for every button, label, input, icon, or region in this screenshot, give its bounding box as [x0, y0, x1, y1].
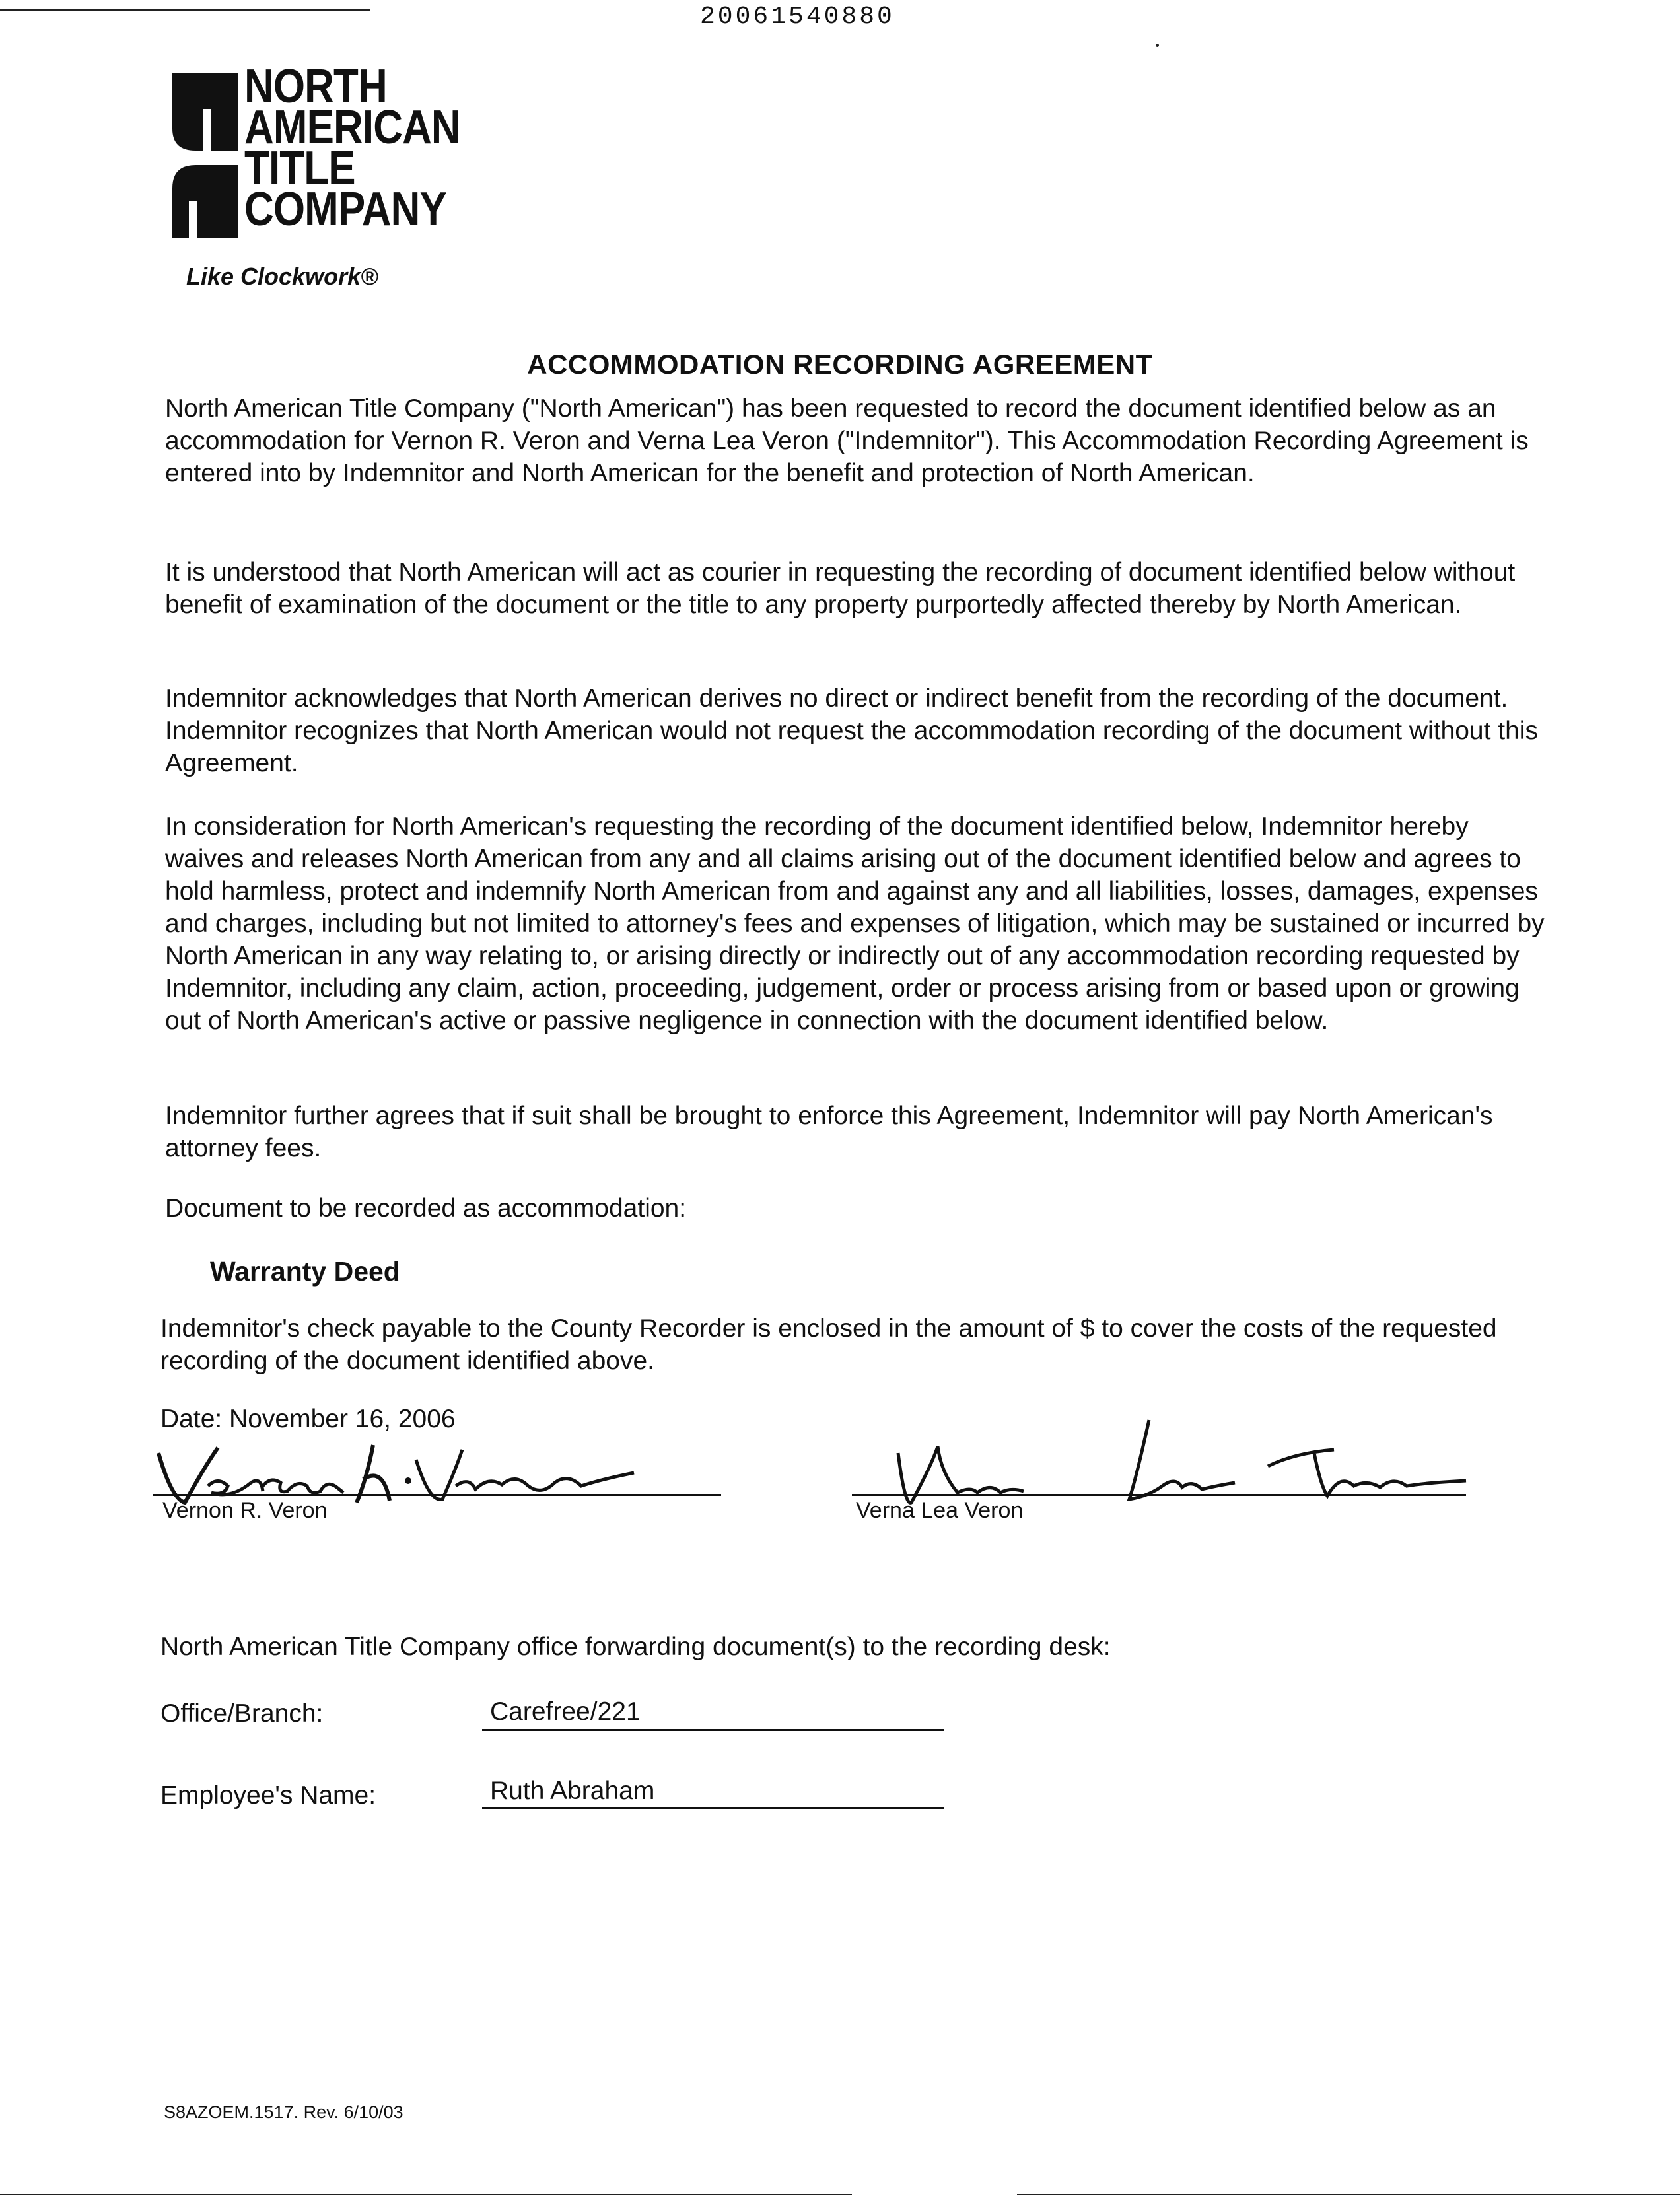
logo-word: NORTH	[244, 60, 387, 113]
paragraph-no-benefit: Indemnitor acknowledges that North American derives no direct or indirect benefit from the recording of the document. Indemnitor recognizes that North American would not request the accommodation recording of the document without this Agreement.	[165, 684, 1538, 777]
logo-word: TITLE	[244, 142, 355, 195]
logo-tagline: Like Clockwork®	[186, 263, 378, 290]
form-code: S8AZOEM.1517. Rev. 6/10/03	[164, 2102, 403, 2122]
logo-word: COMPANY	[244, 183, 446, 236]
paragraph-parties: North American Title Company ("North American") has been requested to record the document identified below as an accommodation for Vernon R. Veron and Verna Lea Veron ("Indemnitor"). This Accommodation Recording Agreement is entered into by Indemnitor and North American for the benefit and protection of North American.	[165, 394, 1529, 487]
employee-name-label: Employee's Name:	[160, 1781, 376, 1810]
forwarding-statement: North American Title Company office forwarding document(s) to the recording desk:	[160, 1633, 1111, 1661]
company-logo-wordmark	[244, 60, 460, 236]
bottom-rule	[0, 2194, 852, 2195]
company-logo-icon	[169, 73, 242, 238]
signer-name: Vernon R. Veron	[162, 1498, 328, 1523]
office-branch-label: Office/Branch:	[160, 1699, 324, 1728]
paragraph-courier: It is understood that North American will act as courier in requesting the recording of document identified below without benefit of examination of the document or the title to any property purportedly affected thereby by North American.	[165, 558, 1516, 619]
document-type: Warranty Deed	[210, 1256, 400, 1287]
date-line: Date: November 16, 2006	[160, 1405, 456, 1433]
employee-name-value: Ruth Abraham	[490, 1777, 655, 1805]
paragraph-attorney-fees: Indemnitor further agrees that if suit shall be brought to enforce this Agreement, Indemnitor will pay North American's attorney fees.	[165, 1102, 1493, 1162]
document-number: 20061540880	[700, 3, 895, 31]
logo-word: AMERICAN	[244, 101, 460, 154]
signer-name: Verna Lea Veron	[856, 1498, 1024, 1523]
signature-line	[153, 1494, 721, 1496]
bottom-rule	[1017, 2194, 1680, 2195]
office-branch-value: Carefree/221	[490, 1697, 641, 1726]
employee-name-underline	[482, 1807, 944, 1809]
document-title: ACCOMMODATION RECORDING AGREEMENT	[527, 349, 1153, 380]
scan-speck	[1156, 44, 1159, 47]
signature-line	[852, 1494, 1466, 1496]
paragraph-indemnity: In consideration for North American's requesting the recording of the document identified below, Indemnitor hereby waives and releases North American from any and all claims arising out of the document identified below and agrees to hold harmless, protect and indemnify North American from and against any and all liabilities, losses, damages, expenses and charges, including but not limited to attorney's fees and expenses of litigation, which may be sustained or incurred by North American in any way relating to, or arising directly or indirectly out of any accommodation recording requested by Indemnitor, including any claim, action, proceeding, judgement, order or process arising from or based upon or growing out of North American's active or passive negligence in connection with the document identified below.	[165, 812, 1545, 1035]
top-rule	[0, 9, 370, 11]
document-label: Document to be recorded as accommodation:	[165, 1194, 687, 1223]
office-branch-underline	[482, 1729, 944, 1731]
check-statement: Indemnitor's check payable to the County Recorder is enclosed in the amount of $ to cover the costs of the requested recording of the document identified above.	[160, 1314, 1497, 1375]
